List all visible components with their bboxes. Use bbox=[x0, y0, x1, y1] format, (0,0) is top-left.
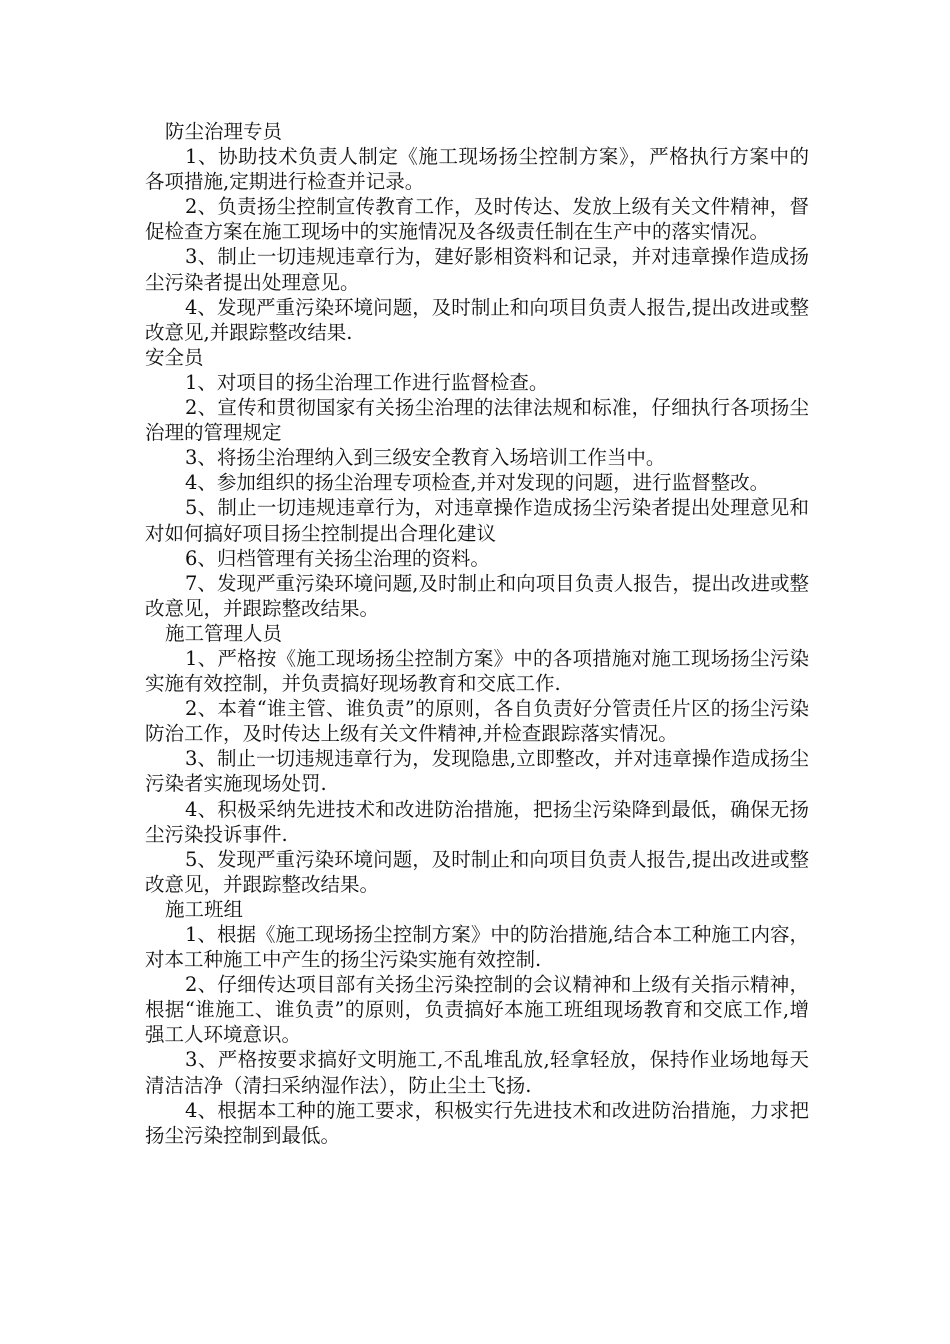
paragraph: 4、发现严重污染环境问题，及时制止和向项目负责人报告,提出改进或整改意见,并跟踪整改结果. bbox=[145, 295, 809, 344]
paragraph: 3、制止一切违规违章行为，建好影相资料和记录，并对违章操作造成扬尘污染者提出处理意见。 bbox=[145, 245, 809, 294]
paragraph: 5、发现严重污染环境问题，及时制止和向项目负责人报告,提出改进或整改意见，并跟踪整改结果。 bbox=[145, 847, 809, 896]
paragraph: 3、严格按要求搞好文明施工,不乱堆乱放,轻拿轻放，保持作业场地每天清洁洁净（清扫采纳湿作法），防止尘土飞扬. bbox=[145, 1048, 809, 1097]
section-heading-construction-managers: 施工管理人员 bbox=[165, 621, 283, 645]
paragraph: 3、将扬尘治理纳入到三级安全教育入场培训工作当中。 bbox=[185, 446, 666, 470]
paragraph: 3、制止一切违规违章行为，发现隐患,立即整改，并对违章操作造成扬尘污染者实施现场处罚. bbox=[145, 747, 809, 796]
paragraph: 2、本着“谁主管、谁负责”的原则，各自负责好分管责任片区的扬尘污染防治工作，及时传达上级有关文件精神,并检查跟踪落实情况。 bbox=[145, 697, 809, 746]
paragraph: 4、参加组织的扬尘治理专项检查,并对发现的问题，进行监督整改。 bbox=[185, 471, 770, 495]
paragraph: 2、仔细传达项目部有关扬尘污染控制的会议精神和上级有关指示精神，根据“谁施工、谁负责”的原则，负责搞好本施工班组现场教育和交底工作,增强工人环境意识。 bbox=[145, 973, 809, 1047]
paragraph: 5、制止一切违规违章行为，对违章操作造成扬尘污染者提出处理意见和对如何搞好项目扬尘控制提出合理化建议 bbox=[145, 496, 809, 545]
paragraph: 4、积极采纳先进技术和改进防治措施，把扬尘污染降到最低，确保无扬尘污染投诉事件. bbox=[145, 797, 809, 846]
paragraph: 1、对项目的扬尘治理工作进行监督检查。 bbox=[185, 370, 549, 394]
document-body bbox=[145, 119, 809, 1148]
paragraph: 1、根据《施工现场扬尘控制方案》中的防治措施,结合本工种施工内容，对本工种施工中产生的扬尘污染实施有效控制. bbox=[145, 923, 809, 972]
section-heading-safety-officer: 安全员 bbox=[145, 345, 204, 369]
paragraph: 2、宣传和贯彻国家有关扬尘治理的法律法规和标准，仔细执行各项扬尘治理的管理规定 bbox=[145, 396, 809, 445]
paragraph: 4、根据本工种的施工要求，积极实行先进技术和改进防治措施，力求把扬尘污染控制到最低。 bbox=[145, 1098, 809, 1147]
paragraph: 2、负责扬尘控制宣传教育工作，及时传达、发放上级有关文件精神，督促检查方案在施工现场中的实施情况及各级责任制在生产中的落实情况。 bbox=[145, 195, 809, 244]
paragraph: 1、协助技术负责人制定《施工现场扬尘控制方案》，严格执行方案中的各项措施,定期进行检查并记录。 bbox=[145, 145, 809, 194]
paragraph: 6、归档管理有关扬尘治理的资料。 bbox=[185, 546, 490, 570]
section-heading-dust-control-officer: 防尘治理专员 bbox=[165, 120, 283, 143]
section-heading-construction-crew: 施工班组 bbox=[165, 897, 244, 921]
paragraph: 1、严格按《施工现场扬尘控制方案》中的各项措施对施工现场扬尘污染实施有效控制，并负责搞好现场教育和交底工作. bbox=[145, 646, 809, 696]
paragraph: 7、发现严重污染环境问题,及时制止和向项目负责人报告，提出改进或整改意见，并跟踪整改结果。 bbox=[145, 571, 809, 620]
